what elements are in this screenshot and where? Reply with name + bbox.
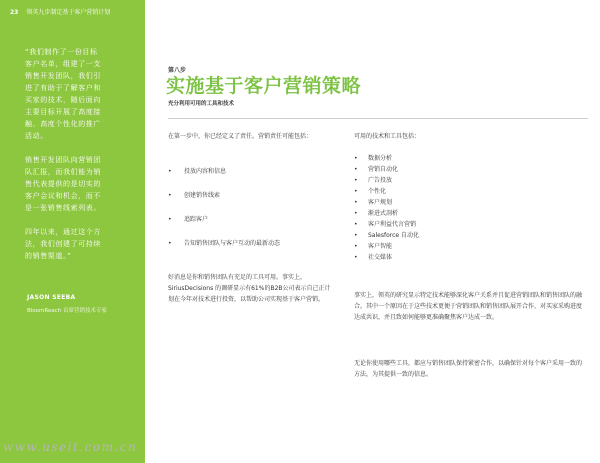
list-item	[354, 208, 584, 219]
section-title: 实施基于客户营销策略	[166, 75, 362, 97]
right-intro-text: 可用的技术和工具包括：	[354, 133, 421, 140]
page-header	[10, 7, 110, 16]
quote-paragraph-1: “我们制作了一份目标客户名单，组建了一支销售开发团队，我们引进了有助于了解客户和买家的技术，随后面向主要目标开展了高度接触、高度个性化的推广活动。	[25, 48, 101, 140]
list-item	[168, 190, 338, 201]
right-paragraph-2-text: 无论你使用哪些工具，都应与销售团队保持紧密合作，以确保针对每个客户采用一致的方法，为其提供一致的信息。	[354, 360, 583, 378]
list-item-text: 投放内容和信息	[184, 168, 227, 175]
list-item-text: 创建销售线索	[184, 192, 221, 199]
bullet-icon: •	[354, 243, 358, 250]
bullet-icon: •	[354, 221, 358, 228]
list-item-text: Salesforce 自动化	[368, 232, 419, 239]
list-item	[354, 197, 584, 208]
list-item-text: 告知销售团队与客户互动的最新动态	[184, 240, 281, 247]
watermark: www.useit.com.cn	[3, 440, 138, 454]
list-item-text: 客户利益代言营销	[368, 221, 417, 228]
step-label: 第八步	[168, 67, 187, 74]
pull-quote	[25, 46, 105, 274]
author-role: BloomReach 首席营销技术专家	[27, 308, 107, 314]
bullet-icon: •	[354, 188, 358, 195]
divider	[168, 118, 588, 119]
page-number: 23	[10, 9, 19, 16]
bullet-icon: •	[354, 155, 358, 162]
list-item-text: 社交媒体	[368, 254, 393, 261]
right-paragraph-2	[354, 358, 586, 380]
bullet-icon: •	[354, 199, 358, 206]
list-item-text: 数据分析	[368, 155, 393, 162]
quote-sidebar	[0, 0, 145, 463]
left-paragraph	[168, 272, 336, 305]
right-bullet-list	[354, 153, 584, 263]
quote-paragraph-3: 四年以来，通过这个方法，我们创建了可持续的销售渠道。”	[25, 228, 101, 260]
list-item	[354, 230, 584, 241]
list-item	[168, 166, 338, 177]
list-item	[168, 214, 338, 225]
author-name: JASON SEEBA	[27, 294, 76, 301]
list-item	[354, 241, 584, 252]
quote-paragraph-2: 销售开发团队向营销团队汇报，而我们能为销售代表提供的是切实的客户会议和机会，而不是一张销售线索列表。	[25, 156, 101, 212]
bullet-icon: •	[354, 210, 358, 217]
left-paragraph-text: 好消息是你和销售团队有充足的工具可用。事实上，SiriusDecisions 的调研显示有61%的B2B公司表示自己正计划在今年对技术进行投资，以帮助公司实现基于客户营销。	[168, 274, 331, 303]
quote-author	[27, 294, 142, 314]
list-item	[168, 238, 338, 249]
left-bullet-list	[168, 166, 338, 262]
right-paragraph-1-text: 事实上，领英的研究显示特定技术能够深化客户关系并且促进营销团队和销售团队的融合。其中一个原因在于这些技术更便于营销团队和销售团队展开合作，对买家采购进度达成共识，并且致如何能够更准确聚焦客户达成一致。	[354, 292, 583, 321]
list-item-text: 个性化	[368, 188, 387, 195]
bullet-icon: •	[354, 232, 358, 239]
bullet-icon: •	[354, 177, 358, 184]
bullet-icon: •	[168, 216, 172, 223]
bullet-icon: •	[168, 192, 172, 199]
list-item	[354, 252, 584, 263]
list-item-text: 客户规划	[368, 199, 393, 206]
bullet-icon: •	[168, 168, 172, 175]
left-intro	[168, 131, 333, 142]
list-item	[354, 164, 584, 175]
bullet-icon: •	[168, 240, 172, 247]
list-item	[354, 219, 584, 230]
list-item-text: 渐进式剖析	[368, 210, 399, 217]
left-intro-text: 在第一步中，你已经定义了责任。营销责任可能包括：	[168, 133, 313, 140]
right-paragraph-1	[354, 290, 586, 323]
list-item	[354, 175, 584, 186]
list-item-text: 客户智能	[368, 243, 393, 250]
section-subtitle: 充分利用可用的工具和技术	[168, 101, 235, 107]
bullet-icon: •	[354, 254, 358, 261]
header-title: 领英九步制定基于客户营销计划	[26, 9, 111, 16]
bullet-icon: •	[354, 166, 358, 173]
list-item	[354, 186, 584, 197]
list-item-text: 营销自动化	[368, 166, 399, 173]
list-item-text: 追踪客户	[184, 216, 209, 223]
list-item	[354, 153, 584, 164]
list-item-text: 广告投放	[368, 177, 393, 184]
right-intro	[354, 131, 584, 142]
